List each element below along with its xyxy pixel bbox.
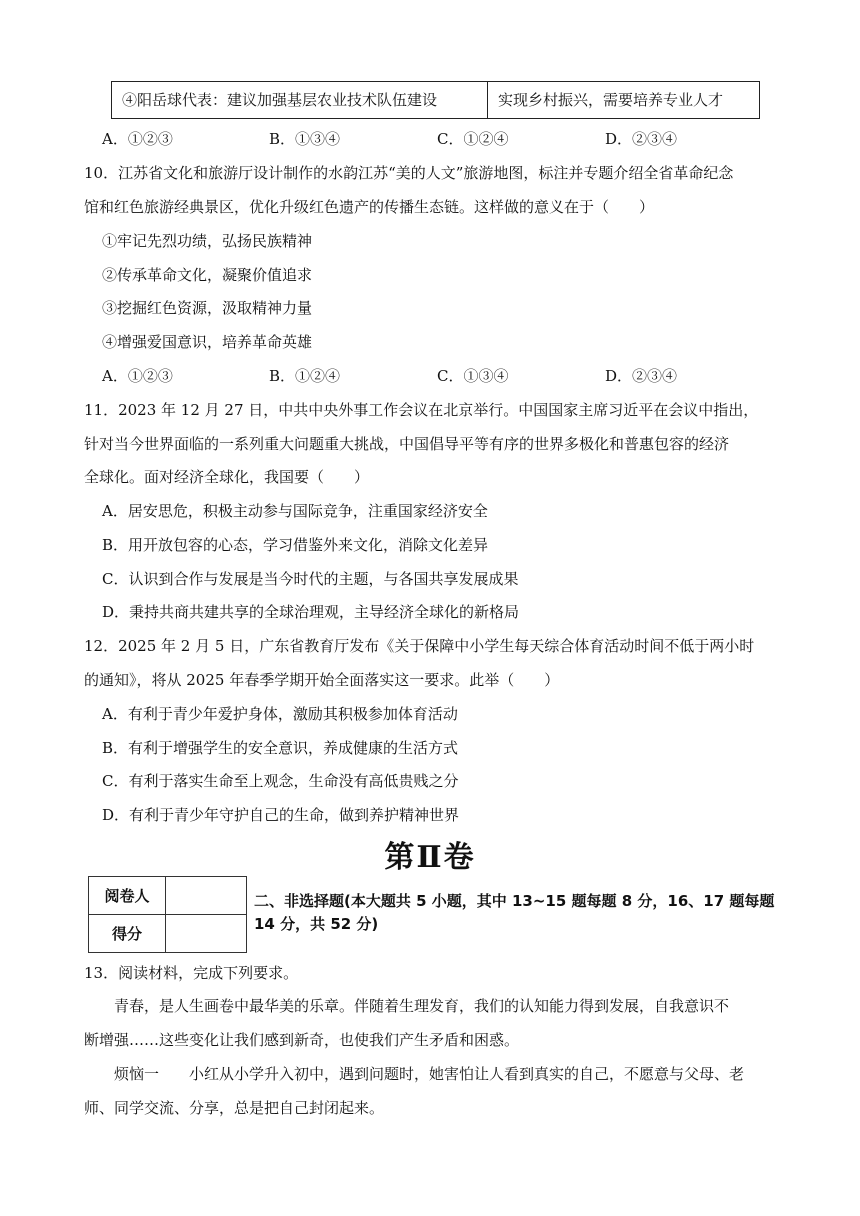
q9-option-b[interactable]: B．①③④: [269, 130, 341, 148]
q9-option-d[interactable]: D．②③④: [605, 130, 678, 148]
q10-stem-line1: 10．江苏省文化和旅游厅设计制作的水韵江苏“美的人文”旅游地图，标注并专题介绍全省革命纪念: [84, 164, 734, 182]
reviewer-blank-cell[interactable]: [166, 877, 247, 915]
score-label: 得分: [89, 915, 166, 953]
q13-stem: 13．阅读材料，完成下列要求。: [84, 964, 299, 982]
q9-table-right-cell: 实现乡村振兴，需要培养专业人才: [498, 91, 724, 109]
q9-table-left-cell: ④阳岳球代表：建议加强基层农业技术队伍建设: [112, 82, 488, 118]
q10-item-3: ③挖掘红色资源，汲取精神力量: [102, 299, 313, 317]
q11-stem-line3: 全球化。面对经济全球化，我国要（ ）: [84, 468, 370, 486]
q9-option-a[interactable]: A．①②③: [102, 130, 173, 148]
q9-option-c[interactable]: C．①②④: [437, 130, 509, 148]
q13-para2-line1: 烦恼一 小红从小学升入初中，遇到问题时，她害怕让人看到真实的自己，不愿意与父母、老: [114, 1065, 745, 1083]
q12-stem-line1: 12．2025 年 2 月 5 日，广东省教育厅发布《关于保障中小学生每天综合体育活动时间不低于两小时: [84, 637, 755, 655]
score-table: [88, 876, 247, 953]
q11-option-d[interactable]: D．秉持共商共建共享的全球治理观，主导经济全球化的新格局: [102, 603, 520, 621]
q13-para2-line2: 师、同学交流、分享，总是把自己封闭起来。: [84, 1099, 385, 1117]
q11-option-b[interactable]: B．用开放包容的心态，学习借鉴外来文化，消除文化差异: [102, 536, 489, 554]
q10-option-c[interactable]: C．①③④: [437, 367, 509, 385]
q11-option-a[interactable]: A．居安思危，积极主动参与国际竞争，注重国家经济安全: [102, 502, 488, 520]
q10-item-1: ①牢记先烈功绩，弘扬民族精神: [102, 232, 313, 250]
q10-option-a[interactable]: A．①②③: [102, 367, 173, 385]
q10-option-d[interactable]: D．②③④: [605, 367, 678, 385]
section2-title: 二、非选择题(本大题共 5 小题，其中 13~15 题每题 8 分，16、17 题每题 14 分，共 52 分): [254, 892, 775, 933]
q12-option-d[interactable]: D．有利于青少年守护自己的生命，做到养护精神世界: [102, 806, 460, 824]
q11-stem-line1: 11．2023 年 12 月 27 日，中共中央外事工作会议在北京举行。中国国家主席习近平在会议中指出，: [84, 401, 759, 419]
q11-option-c[interactable]: C．认识到合作与发展是当今时代的主题，与各国共享发展成果: [102, 570, 519, 588]
q12-option-a[interactable]: A．有利于青少年爱护身体，激励其积极参加体育活动: [102, 705, 458, 723]
q12-option-c[interactable]: C．有利于落实生命至上观念，生命没有高低贵贱之分: [102, 772, 459, 790]
q10-item-2: ②传承革命文化，凝聚价值追求: [102, 266, 313, 284]
q12-option-b[interactable]: B．有利于增强学生的安全意识，养成健康的生活方式: [102, 739, 459, 757]
part2-heading: 第Ⅱ卷: [384, 840, 476, 875]
q11-stem-line2: 针对当今世界面临的一系列重大问题重大挑战，中国倡导平等有序的世界多极化和普惠包容的经济: [84, 435, 730, 453]
q12-stem-line2: 的通知》，将从 2025 年春季学期开始全面落实这一要求。此举（ ）: [84, 671, 560, 689]
score-blank-cell[interactable]: [166, 915, 247, 953]
q10-stem-line2: 馆和红色旅游经典景区，优化升级红色遗产的传播生态链。这样做的意义在于（ ）: [84, 198, 655, 216]
q9-table: [111, 81, 760, 119]
q13-para1-line2: 断增强……这些变化让我们感到新奇，也使我们产生矛盾和困惑。: [84, 1031, 520, 1049]
q10-item-4: ④增强爱国意识，培养革命英雄: [102, 333, 313, 351]
q13-para1-line1: 青春，是人生画卷中最华美的乐章。伴随着生理发育，我们的认知能力得到发展，自我意识不: [114, 997, 730, 1015]
q10-option-b[interactable]: B．①②④: [269, 367, 341, 385]
reviewer-label: 阅卷人: [89, 877, 166, 915]
